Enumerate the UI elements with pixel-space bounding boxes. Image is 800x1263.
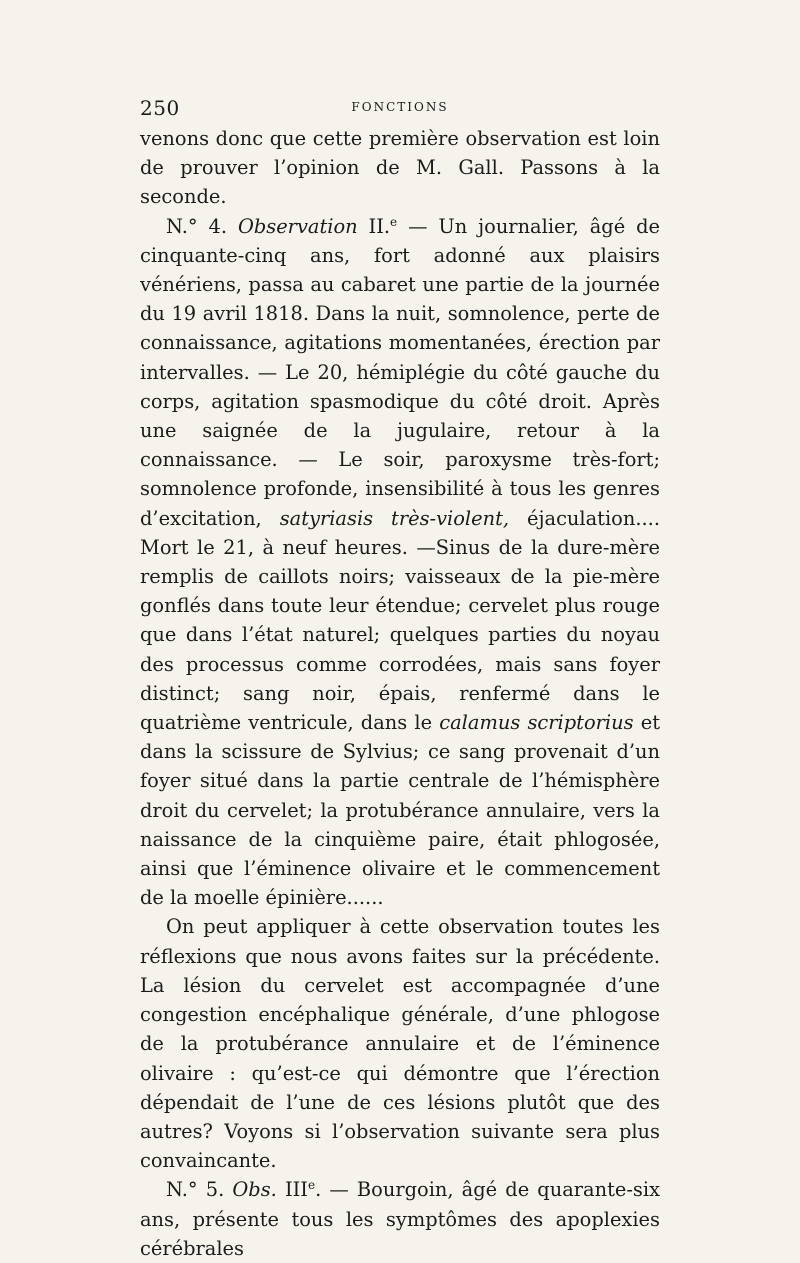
observation-abbrev: Obs.: [232, 1178, 277, 1202]
page-number: 250: [140, 96, 180, 120]
paragraph-observation-2: [140, 212, 660, 913]
observation-roman: III: [284, 1178, 308, 1202]
observation-text-3: et dans la scissure de Sylvius; ce sang provenait d’un foyer situé dans la partie centrale de l’hémisphère droit du cervelet; la protubérance annulaire, vers la naissance de la cinquième paire, était phlogosée, ainsi que l’éminence olivaire et le commencement de la moelle épinière......: [140, 711, 660, 910]
italic-term-satyriasis: satyriasis très-violent,: [279, 506, 510, 530]
observation-title: Observation: [237, 214, 358, 238]
page-header: [140, 96, 660, 122]
observation-text-2: éjaculation.... Mort le 21, à neuf heures. —Sinus de la dure-mère remplis de caillots noirs; vaisseaux de la pie-mère gonflés dans toute leur étendue; cervelet plus rouge que dans l’état naturel; quelques parties du noyau des processus comme corrodées, mais sans foyer distinct; sang noir, épais, renfermé dans le quatrième ventricule, dans le: [140, 506, 660, 735]
running-head: FONCTIONS: [351, 100, 449, 114]
observation-roman: II.: [368, 214, 391, 238]
body-text: [140, 124, 660, 1263]
italic-term-calamus: calamus scriptorius: [439, 711, 634, 735]
observation-text-1: — Un journalier, âgé de cinquante-cinq ans, fort adonné aux plaisirs vénériens, passa au cabaret une partie de la journée du 19 avril 1818. Dans la nuit, somnolence, perte de connaissance, agitations momentanées, érection par intervalles. — Le 20, hémiplégie du côté gauche du corps, agitation spasmodique du côté droit. Après une saignée de la jugulaire, retour à la connaissance. — Le soir, paroxysme très-fort; somnolence profonde, insensibilité à tous les genres d’excitation,: [140, 214, 660, 530]
observation-number: N.° 5.: [166, 1178, 225, 1202]
observation-roman-sup: e: [390, 214, 398, 229]
paragraph-reflexion: On peut appliquer à cette observation toutes les réflexions que nous avons faites sur la précédente. La lésion du cervelet est accompagnée d’une congestion encéphalique générale, d’une phlogose de la protubérance annulaire et de l’éminence olivaire : qu’est-ce qui démontre que l’érection dépendait de l’une de ces lésions plutôt que des autres? Voyons si l’observation suivante sera plus convaincante.: [140, 915, 660, 1173]
observation-number: N.° 4.: [166, 214, 228, 238]
observation-roman-sup: e: [307, 1178, 316, 1193]
paragraph-observation-3: [140, 1175, 660, 1263]
paragraph-continuation: venons donc que cette première observation est loin de prouver l’opinion de M. Gall. Passons à la seconde.: [140, 127, 660, 209]
observation-text: . — Bourgoin, âgé de quarante-six ans, présente tous les symptômes des apoplexies cérébrales: [140, 1178, 660, 1260]
